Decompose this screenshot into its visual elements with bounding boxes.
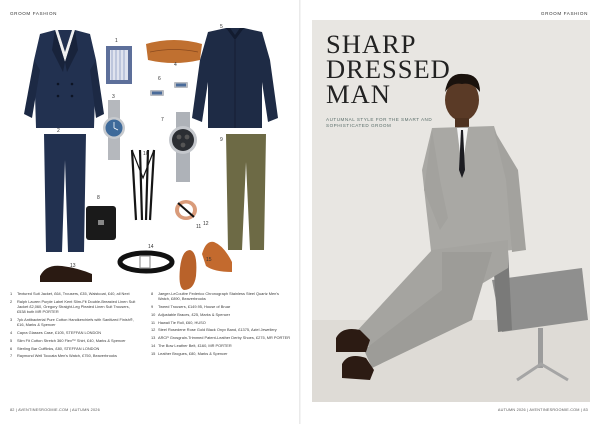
- product-legend-column-2: [151, 291, 291, 359]
- legend-item: 4 Capra Glasses Case, £105, STEFFAN LONDON: [10, 330, 102, 335]
- item-number-10: 10: [143, 151, 149, 157]
- legend-item: 5 Slim Fit Cotton Stretch 360 Flex™ Shirt, £40, Marks & Spencer: [10, 337, 126, 343]
- item-number-14: 14: [148, 244, 154, 250]
- product-legend-column-1: [10, 291, 138, 361]
- item-number-6: 6: [158, 76, 161, 82]
- footer-left: 82 | AVENTINESROOMIE.COM | AUTUMN 2026: [10, 408, 100, 412]
- tweed-trousers-image: [226, 134, 266, 250]
- feature-title-line: DRESSED: [326, 54, 451, 84]
- item-number-5: 5: [220, 24, 223, 30]
- legend-item: 1 Textured Suit Jacket, £64, Trousers, £35, Waistcoat, £40, all Next: [10, 291, 130, 296]
- item-number-7: 7: [161, 117, 164, 123]
- legend-item: 12 Steel Rosedene Rose Gold Black Onyx Band, £1375, Aziel Jewellery: [151, 327, 277, 333]
- legend-item: 10 Adjustable Braces, £25, Marks & Spencer: [151, 311, 231, 317]
- watch-chronograph-image: [169, 112, 197, 182]
- handkerchief-box-image: [106, 46, 132, 84]
- item-number-15: 15: [206, 257, 212, 263]
- brogues-image: [180, 242, 233, 290]
- item-number-8: 8: [97, 195, 100, 201]
- ring-image: [175, 200, 197, 220]
- legend-item: 11 Hawaii Tie Roll, £60, HUSO: [151, 319, 206, 325]
- section-header-left: GROOM FASHION: [10, 11, 58, 16]
- feature-title-line: SHARP: [326, 29, 417, 59]
- legend-item: 2 Ralph Lauren Purple Label Kent Slim-Fit Double-Breasted Linen Suit Jacket £2,060, Gregory Straight-Leg Pleated Linen Suit Trousers, £538 both MR PORTER: [10, 298, 136, 315]
- item-number-11: 11: [196, 224, 202, 230]
- page-spine: [299, 0, 301, 424]
- legend-item: 15 Leather Brogues, £80, Marks & Spencer: [151, 350, 228, 356]
- suit-trousers-image: [44, 134, 86, 252]
- item-number-12: 12: [203, 221, 209, 227]
- legend-item: 8 Jaeger-LeCoultre Federico Chronograph Stainless Steel Quartz Men's Watch, £890, Beaverbrooks: [151, 291, 279, 302]
- item-number-9: 9: [220, 137, 223, 143]
- glasses-case-image: [146, 40, 202, 63]
- suit-jacket-image: [24, 30, 104, 128]
- legend-item: 6 Sterling Bar Cufflinks, £80, STEFFAN LONDON: [10, 345, 100, 351]
- legend-item: 7 Raymond Weil Toccata Men's Watch, £750, Beaverbrooks: [10, 353, 117, 359]
- legend-item: 13 ARCP Grosgrain-Trimmed Patent-Leather Derby Shoes, £275, MR PORTER: [151, 335, 291, 341]
- patent-derby-shoe-image: [40, 266, 92, 282]
- watch-blue-dial-image: [103, 100, 125, 160]
- item-number-2: 2: [57, 128, 60, 134]
- belt-image: [120, 253, 172, 271]
- legend-item: 3 7pk Antibacterial Pure Cotton Handkerchiefs with Sanitized Finish®, £16, Marks & Spencer: [10, 317, 134, 328]
- feature-title-line: MAN: [326, 79, 391, 109]
- shirt-image: [192, 28, 278, 128]
- cufflinks-image: [150, 82, 188, 96]
- item-number-13: 13: [70, 263, 76, 269]
- feature-title: [326, 29, 451, 109]
- legend-item: 9 Tweed Trousers, £149.95, House of Bruar: [151, 304, 231, 309]
- braces-image: [132, 150, 154, 220]
- feature-subtitle: AUTUMNAL STYLE FOR THE SMART AND SOPHISTICATED GROOM: [326, 117, 433, 129]
- model-photo: [312, 20, 590, 402]
- section-header-right: GROOM FASHION: [540, 11, 588, 16]
- leather-case-image: [86, 206, 116, 240]
- legend-item: 14 The Bow Leather Belt, £160, MR PORTER: [151, 342, 232, 348]
- footer-right: AUTUMN 2026 | AVENTINESROOMIE.COM | 83: [497, 408, 588, 412]
- item-number-4: 4: [174, 62, 177, 68]
- item-number-1: 1: [115, 38, 118, 44]
- item-number-3: 3: [112, 94, 115, 100]
